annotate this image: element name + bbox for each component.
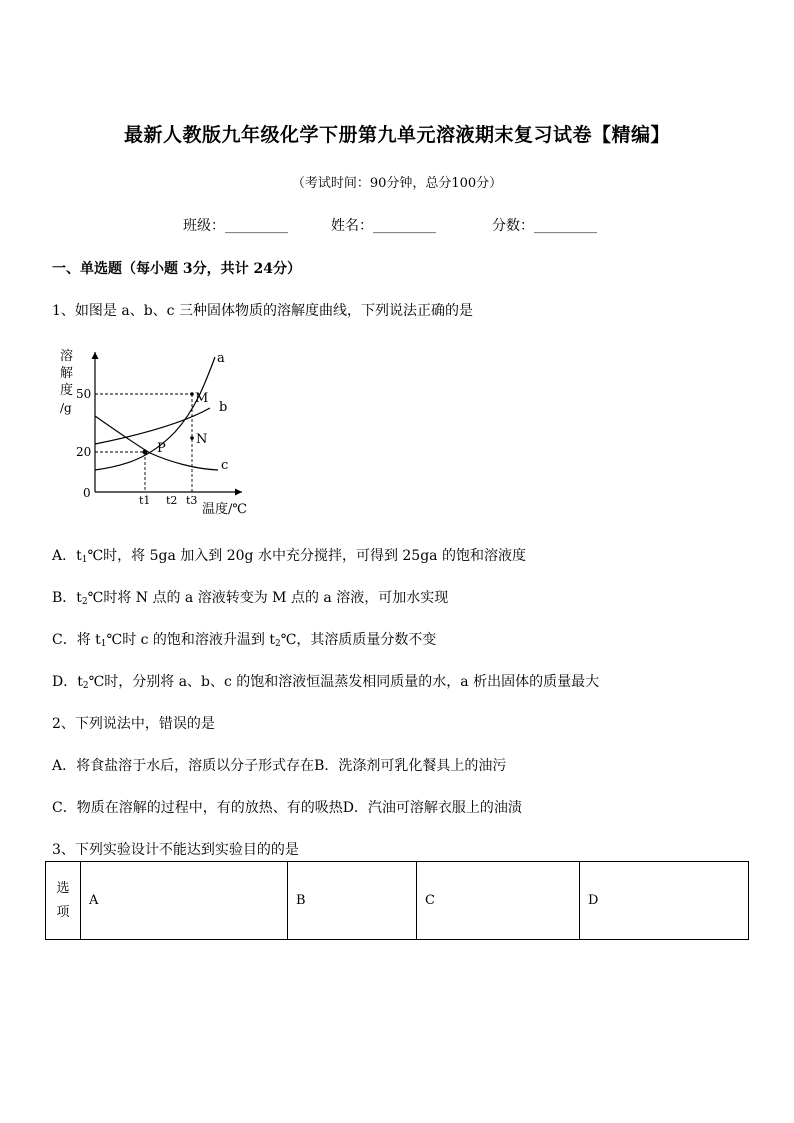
ylabel-char-4: /g — [60, 401, 72, 415]
ylabel-char-1: 溶 — [60, 349, 74, 364]
table-cell-a: A — [81, 862, 288, 940]
table-cell-c: C — [417, 862, 580, 940]
point-P — [143, 450, 148, 455]
ylabel-char-2: 解 — [60, 366, 74, 381]
q1-option-d: D．$t_2℃$时，分别将 a、b、c 的饱和溶液恒温蒸发相同质量的水，a 析出固体的质量最大 — [52, 674, 600, 691]
class-field: 班级：_________ — [183, 218, 288, 234]
question-3-stem: 3、下列实验设计不能达到实验目的的是 — [52, 842, 299, 858]
ytick-0: 0 — [83, 486, 91, 500]
q1-option-c: C．将 $t_1℃$时 c 的饱和溶液升温到 $t_2℃$，其溶质质量分数不变 — [52, 632, 437, 649]
point-M — [190, 392, 194, 396]
ytick-20: 20 — [76, 445, 92, 459]
series-label-c: c — [221, 458, 229, 473]
table-cell-d: D — [580, 862, 749, 940]
point-label-P: P — [157, 441, 166, 456]
solubility-chart — [55, 342, 260, 522]
xtick-t2: t2 — [166, 494, 178, 507]
q1-option-b: B．$t_2℃$时将 N 点的 a 溶液转变为 M 点的 a 溶液，可加水实现 — [52, 590, 449, 607]
question-1-stem: 1、如图是 a、b、c 三种固体物质的溶解度曲线，下列说法正确的是 — [52, 303, 473, 319]
question-2-stem: 2、下列说法中，错误的是 — [52, 716, 215, 732]
point-N — [190, 436, 194, 440]
xtick-t3: t3 — [186, 494, 198, 507]
curve-a — [95, 357, 215, 470]
q2-options-line-1: A．将食盐溶于水后，溶质以分子形式存在B．洗涤剂可乳化餐具上的油污 — [52, 758, 507, 774]
q3-options-table — [45, 861, 749, 940]
score-field: 分数：_________ — [492, 218, 597, 234]
series-label-b: b — [219, 400, 228, 415]
section-heading: 一、单选题（每小题 3分，共计 24分） — [52, 261, 301, 277]
xlabel: 温度/℃ — [202, 502, 247, 517]
ytick-50: 50 — [76, 387, 92, 401]
page-title: 最新人教版九年级化学下册第九单元溶液期末复习试卷【精编】 — [123, 124, 670, 146]
table-header-cell: 选 项 — [46, 862, 81, 940]
name-field: 姓名：_________ — [331, 218, 436, 234]
q1-option-a: A．$t_1℃$时，将 5ga 加入到 20g 水中充分搅拌，可得到 25ga 的饱和溶液度 — [52, 548, 526, 565]
point-label-N: N — [196, 432, 208, 447]
q2-options-line-2: C．物质在溶解的过程中，有的放热、有的吸热D．汽油可溶解衣服上的油渍 — [52, 800, 522, 816]
exam-info: （考试时间：90分钟，总分100分） — [291, 176, 503, 191]
series-label-a: a — [217, 351, 225, 366]
xtick-t1: t1 — [139, 494, 151, 507]
table-row — [46, 862, 749, 940]
ylabel-char-3: 度 — [60, 383, 74, 398]
table-cell-b: B — [288, 862, 417, 940]
point-label-M: M — [195, 391, 209, 406]
